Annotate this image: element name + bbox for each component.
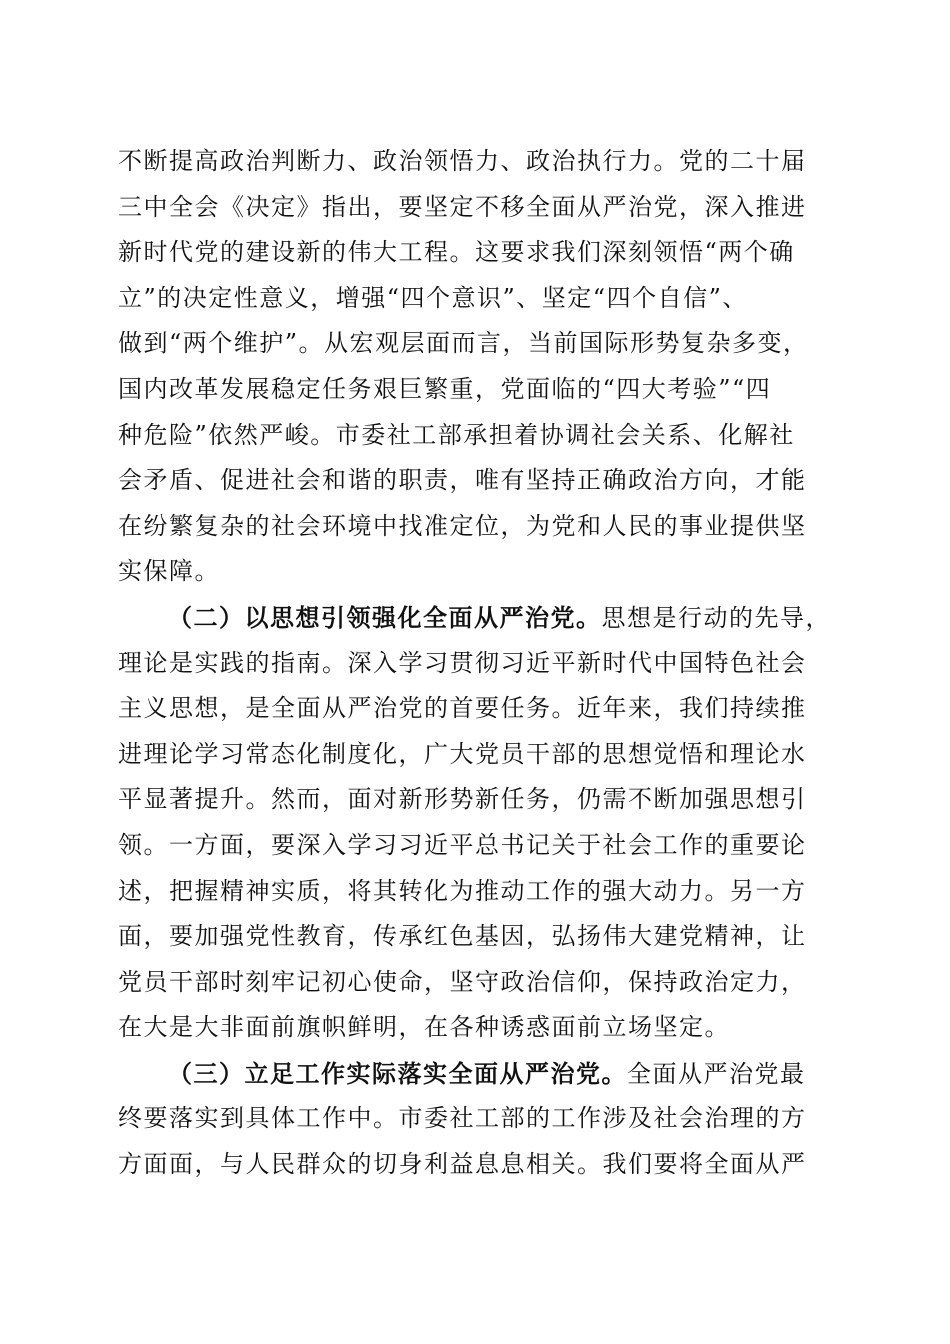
paragraph-line: 主义思想，是全面从严治党的首要任务。近年来，我们持续推	[118, 694, 807, 723]
paragraph-line: 终要落实到具体工作中。市委社工部的工作涉及社会治理的方	[118, 1104, 807, 1133]
paragraph-line: 三中全会《决定》指出，要坚定不移全面从严治党，深入推进	[118, 192, 807, 221]
document-page	[118, 143, 836, 1192]
paragraph-line: 国内改革发展稳定任务艰巨繁重，党面临的“四大考验”“四	[118, 374, 772, 403]
paragraph-work-practice	[118, 1055, 836, 1183]
section-heading-3: （三）立足工作实际落实全面从严治党。	[168, 1058, 627, 1088]
paragraph-line: 立”的决定性意义，增强“四个意识”、坚定“四个自信”、	[118, 283, 748, 312]
paragraph-line: 述，把握精神实质，将其转化为推动工作的强大动力。另一方	[118, 876, 807, 905]
paragraph-first-line	[118, 599, 836, 636]
paragraph-first-line	[118, 1055, 836, 1092]
paragraph-line: 新时代党的建设新的伟大工程。这要求我们深刻领悟“两个确	[118, 238, 795, 267]
paragraph-political-direction	[118, 143, 836, 590]
paragraph-line-rest: 思想是行动的先导，	[601, 603, 831, 632]
paragraph-line: 面，要加强党性教育，传承红色基因，弘扬伟大建党精神，让	[118, 922, 807, 951]
paragraph-line-rest: 全面从严治党最	[627, 1059, 806, 1088]
paragraph-line: 党员干部时刻牢记初心使命，坚守政治信仰，保持政治定力，	[118, 967, 807, 996]
paragraph-line: 平显著提升。然而，面对新形势新任务，仍需不断加强思想引	[118, 785, 807, 814]
paragraph-ideological-guidance	[118, 599, 836, 1046]
paragraph-line: 方面面，与人民群众的切身利益息息相关。我们要将全面从严	[118, 1150, 807, 1179]
paragraph-line: 不断提高政治判断力、政治领悟力、政治执行力。党的二十届	[118, 147, 807, 175]
paragraph-line: 做到“两个维护”。从宏观层面而言，当前国际形势复杂多变，	[118, 329, 809, 358]
paragraph-line: 种危险”依然严峻。市委社工部承担着协调社会关系、化解社	[118, 420, 795, 449]
section-heading-2: （二）以思想引领强化全面从严治党。	[168, 602, 602, 632]
paragraph-line: 在大是大非面前旗帜鲜明，在各种诱惑面前立场坚定。	[118, 1013, 730, 1042]
paragraph-line: 实保障。	[118, 557, 220, 586]
paragraph-line: 在纷繁复杂的社会环境中找准定位，为党和人民的事业提供坚	[118, 511, 807, 540]
paragraph-line: 领。一方面，要深入学习习近平总书记关于社会工作的重要论	[118, 830, 807, 859]
paragraph-line: 进理论学习常态化制度化，广大党员干部的思想觉悟和理论水	[118, 739, 807, 768]
paragraph-line: 会矛盾、促进社会和谐的职责，唯有坚持正确政治方向，才能	[118, 466, 807, 495]
paragraph-line: 理论是实践的指南。深入学习贯彻习近平新时代中国特色社会	[118, 648, 807, 677]
